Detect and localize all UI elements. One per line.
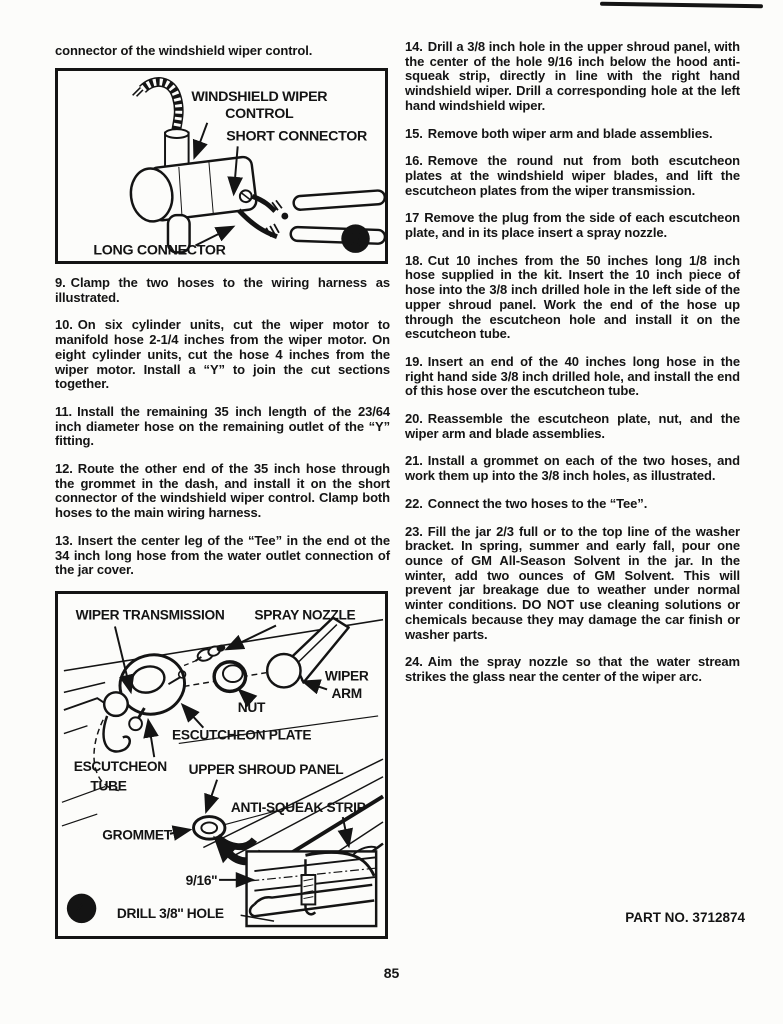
step-text: Insert the center leg of the “Tee” in the end ot the 34 inch long hose from the water outlet connection of the jar cover. xyxy=(55,532,390,578)
figure-3-number: 3 xyxy=(349,228,362,252)
step-item xyxy=(405,355,740,399)
label-spray-nozzle: SPRAY NOZZLE xyxy=(254,607,356,623)
step-number: 14. xyxy=(405,39,423,54)
label-wiper-arm-line1: WIPER xyxy=(324,668,369,684)
step-text: Install the remaining 35 inch length of the 23/64 inch diameter hose on the remaining outlet of the “Y” fitting. xyxy=(55,403,390,449)
step-text: Remove the plug from the side of each escutcheon plate, and in its place insert a spray nozzle. xyxy=(405,210,740,241)
right-column xyxy=(405,40,740,698)
step-text: Insert an end of the 40 inches long hose in the right hand side 3/8 inch drilled hole, and install the end of this hose over the escutcheon tube. xyxy=(405,353,740,399)
callout-arrow xyxy=(148,721,154,757)
step-item xyxy=(405,525,740,643)
label-long-connector: LONG CONNECTOR xyxy=(93,242,226,259)
label-escutcheon-tube-line2: TUBE xyxy=(90,778,127,794)
steps-right xyxy=(405,40,740,685)
step-item xyxy=(55,462,390,521)
step-number: 24. xyxy=(405,654,423,670)
step-number: 13. xyxy=(55,532,73,548)
page-number: 85 xyxy=(383,965,400,981)
step-number: 15. xyxy=(405,125,423,141)
figure-4 xyxy=(55,591,388,939)
label-escutcheon-tube-line1: ESCUTCHEON xyxy=(73,758,167,774)
step-number: 20. xyxy=(405,411,423,427)
step-text: Drill a 3/8 inch hole in the upper shroud panel, with the center of the hole 9/16 inch below the hood anti-squeak strip, directly in line with the right hand windshield wiper. Drill a corresponding hole at the left hand windshield wiper. xyxy=(405,39,740,113)
step-number: 21. xyxy=(405,453,423,469)
step-text: Clamp the two hoses to the wiring harness as illustrated. xyxy=(55,275,390,305)
step-number: 16. xyxy=(405,153,423,169)
step-text: Remove both wiper arm and blade assemblies. xyxy=(427,125,713,141)
figure-3 xyxy=(55,68,388,264)
step-number: 11. xyxy=(55,403,73,419)
step-item xyxy=(405,154,740,198)
step-item xyxy=(405,254,740,342)
step-item xyxy=(405,40,740,114)
step-number: 22. xyxy=(405,495,423,511)
figure-4-illustration xyxy=(58,594,385,936)
step-item xyxy=(55,276,390,305)
steps-left xyxy=(55,276,390,578)
label-drill-hole: DRILL 3/8'' HOLE xyxy=(116,906,224,922)
step-item xyxy=(405,412,740,441)
label-dim-9-16: 9/16'' xyxy=(185,872,218,888)
figure-4-number: 4 xyxy=(75,898,88,922)
step-number: 17 xyxy=(405,210,420,226)
callout-arrow xyxy=(194,123,207,157)
label-grommet: GROMMET xyxy=(102,827,172,843)
label-nut: NUT xyxy=(237,699,266,715)
step-number: 10. xyxy=(55,317,73,333)
step-item xyxy=(55,318,390,392)
step-text: Cut 10 inches from the 50 inches long 1/8 inch hose supplied in the kit. Insert the 10 inch piece of hose into the 3/8 inch drilled hole in the left side of the upper shroud panel. Work the end of the hose up through the escutcheon hole and install it on the escutcheon tube. xyxy=(405,252,740,342)
step-number: 9. xyxy=(55,275,66,290)
step-item xyxy=(405,211,740,240)
intro-line: connector of the windshield wiper control. xyxy=(55,43,313,58)
step-text: Connect the two hoses to the “Tee”. xyxy=(427,495,648,511)
step-number: 23. xyxy=(405,523,423,539)
callout-arrow xyxy=(170,830,190,834)
step-text: Route the other end of the 35 inch hose through the grommet in the dash, and install it on the short connector of the windshield wiper control. Clamp both hoses to the main wiring harness. xyxy=(55,461,390,521)
part-number: PART NO. 3712874 xyxy=(625,910,745,925)
label-anti-squeak-strip: ANTI-SQUEAK STRIP xyxy=(230,800,366,816)
label-escutcheon-plate: ESCUTCHEON PLATE xyxy=(172,727,312,743)
label-windshield-wiper-control-line2: CONTROL xyxy=(225,105,294,122)
step-text: On six cylinder units, cut the wiper motor to manifold hose 2-1/4 inches from the wiper motor. On eight cylinder units, cut the hose 4 inches from the wiper motor. Install a “Y” to join the cut sections together. xyxy=(55,317,390,392)
label-short-connector: SHORT CONNECTOR xyxy=(226,128,367,145)
label-upper-shroud-panel: UPPER SHROUD PANEL xyxy=(188,761,344,777)
step-item xyxy=(405,454,740,483)
label-wiper-arm-line2: ARM xyxy=(331,686,362,702)
step-number: 19. xyxy=(405,353,423,369)
step-item xyxy=(405,127,740,142)
step-text: Aim the spray nozzle so that the water stream strikes the glass near the center of the wiper arc. xyxy=(405,654,740,684)
step-number: 18. xyxy=(405,252,423,268)
figure-3-illustration xyxy=(58,71,385,261)
step-item xyxy=(405,497,740,512)
label-wiper-transmission: WIPER TRANSMISSION xyxy=(75,607,225,623)
step-text: Reassemble the escutcheon plate, nut, and the wiper arm and blade assemblies. xyxy=(405,411,740,441)
spray-nozzle-drawing xyxy=(195,644,225,663)
step-text: Fill the jar 2/3 full or to the top line of the washer bracket. In spring, summer and early fall, pour one ounce of GM All-Season Solvent in the jar. In the winter, add two ounces of GM Solvent. This will prevent jar breakage due to weather under normal winter conditions. DO NOT use cleaning solutions or chemicals because they may damage the car finish or washer parts. xyxy=(405,523,740,642)
callout-arrow xyxy=(240,690,251,700)
callout-arrow xyxy=(303,681,327,689)
callout-arrow xyxy=(183,705,204,728)
scan-artifact-streak xyxy=(600,2,763,9)
step-item xyxy=(55,405,390,449)
step-text: Remove the round nut from both escutcheon plates at the windshield wiper blades, and lift the escutcheon plates from the wiper transmission. xyxy=(405,153,740,198)
callout-arrow xyxy=(206,780,217,811)
step-item xyxy=(405,655,740,684)
label-windshield-wiper-control-line1: WINDSHIELD WIPER xyxy=(191,89,328,106)
step-item xyxy=(55,534,390,578)
left-column xyxy=(55,43,390,939)
step-number: 12. xyxy=(55,461,73,477)
step-text: Install a grommet on each of the two hoses, and work them up into the 3/8 inch holes, as illustrated. xyxy=(405,453,740,484)
